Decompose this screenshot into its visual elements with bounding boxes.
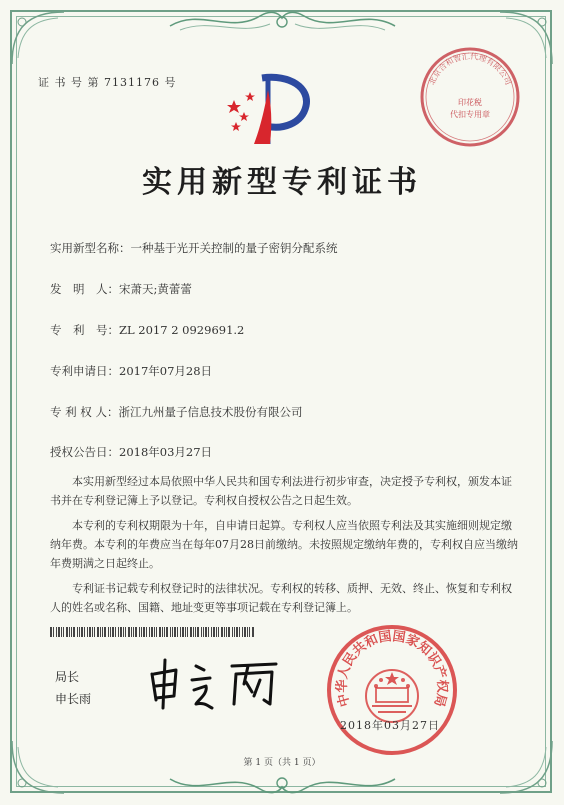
national-ip-administration-seal [326,624,458,756]
barcode-bar [197,627,199,637]
barcode-bar [81,627,83,637]
barcode-bar [234,627,235,637]
barcode-bar [61,627,62,637]
top-ornament [160,4,405,38]
barcode-bar [71,627,72,637]
director-name: 申长雨 [55,692,92,706]
barcode-bar [182,627,184,637]
field-label: 专 利 权 人： [50,405,119,419]
barcode-bar [63,627,64,637]
barcode-bar [244,627,246,637]
seal-ring-text: 中华人民共和国国家知识产权局 [334,629,450,709]
barcode-bar [69,627,70,637]
barcode-bar [115,627,116,637]
barcode-bar [185,627,186,637]
field-grant-date [50,444,212,460]
barcode-bar [242,627,243,637]
certificate-body [50,472,520,623]
barcode-bar [143,627,145,637]
barcode-bar [89,627,91,637]
field-label: 授权公告日： [50,445,119,459]
barcode-bar [139,627,140,637]
tax-stamp [418,45,522,149]
paragraph-records: 专利证书记载专利权登记时的法律状况。专利权的转移、质押、无效、终止、恢复和专利权人的姓名或名称、国籍、地址变更等事项记载在专利登记簿上。 [50,582,512,614]
field-patentee [50,404,302,420]
field-label: 发 明 人： [50,282,119,296]
barcode-bar [125,627,126,637]
cert-no-value: 7131176 [104,76,160,89]
field-utility-model-name [50,240,338,256]
barcode-bar [50,627,52,637]
barcode-bar [118,627,119,637]
paragraph-grant: 本实用新型经过本局依照中华人民共和国专利法进行初步审查，决定授予专利权，颁发本证书并在专利登记簿上予以登记。专利权自授权公告之日起生效。 [50,475,512,507]
barcode-bar [56,627,57,637]
barcode-bar [156,627,157,637]
barcode-bar [216,627,217,637]
barcode-bar [53,627,54,637]
barcode-bar [128,627,130,637]
barcode-bar [120,627,122,637]
field-value: 一种基于光开关控制的量子密钥分配系统 [130,241,338,255]
tax-stamp-line2: 代扣专用章 [450,110,490,119]
barcode-bar [221,627,223,637]
barcode-bar [236,627,238,637]
field-patent-number [50,322,244,338]
tax-stamp-line1: 印花税 [458,98,482,107]
barcode-bar [87,627,88,637]
barcode-bar [190,627,192,637]
barcode-bar [228,627,230,637]
barcode-bar [226,627,227,637]
director-title: 局长 [55,670,80,684]
barcode-bar [123,627,124,637]
barcode-bar [218,627,219,637]
barcode-bar [77,627,78,637]
field-inventor [50,281,192,297]
barcode-bar [84,627,85,637]
barcode-bar [180,627,181,637]
barcode-bar [141,627,142,637]
barcode-bar [252,627,254,637]
barcode-bar [162,627,163,637]
barcode-bar [112,627,114,637]
barcode-bar [133,627,134,637]
cert-no-label: 证 书 号 第 [38,76,100,89]
barcode-bar [187,627,188,637]
svg-text:北京合和智汇代理有限公司 [426,51,513,86]
barcode-bar [131,627,132,637]
barcode-bar [232,627,233,637]
barcode-bar [164,627,165,637]
certificate-number [38,74,177,90]
page-number: 第 1 页（共 1 页） [243,758,321,768]
barcode-bar [205,627,207,637]
barcode-bar [224,627,225,637]
field-value: 宋萧天;黄蕾蕾 [119,282,192,296]
barcode-bar [193,627,194,637]
barcode-bar [110,627,111,637]
barcode-bar [166,627,168,637]
barcode-bar [97,627,99,637]
barcode [50,627,255,637]
barcode-bar [58,627,60,637]
barcode-bar [94,627,95,637]
barcode-bar [211,627,212,637]
barcode-bar [149,627,150,637]
barcode-bar [213,627,215,637]
field-filing-date [50,363,212,379]
field-label: 实用新型名称： [50,241,131,255]
field-label: 专利申请日： [50,364,119,378]
barcode-bar [92,627,93,637]
barcode-bar [108,627,109,637]
barcode-bar [201,627,202,637]
barcode-bar [151,627,153,637]
field-value: 2017年07月28日 [119,364,213,378]
barcode-bar [249,627,250,637]
barcode-bar [73,627,75,637]
tax-stamp-ring-text: 北京合和智汇代理有限公司 [427,51,513,87]
barcode-bar [154,627,155,637]
patent-office-logo [224,72,314,152]
barcode-bar [135,627,137,637]
barcode-bar [104,627,106,637]
field-value: 2018年03月27日 [119,445,213,459]
barcode-bar [247,627,248,637]
certificate-title: 实用新型专利证书 [142,165,422,200]
cert-no-suffix: 号 [164,76,177,89]
barcode-bar [208,627,209,637]
bottom-ornament [160,767,405,801]
barcode-bar [146,627,147,637]
barcode-bar [203,627,204,637]
barcode-bar [100,627,101,637]
director-signature [148,656,283,711]
barcode-bar [177,627,178,637]
field-value: ZL 2017 2 0929691.2 [119,323,245,337]
barcode-bar [79,627,80,637]
barcode-bar [195,627,196,637]
barcode-bar [66,627,68,637]
field-value: 浙江九州量子信息技术股份有限公司 [118,405,303,419]
barcode-bar [170,627,171,637]
barcode-bar [174,627,176,637]
seal-date: 2018年03月27日 [340,719,440,732]
barcode-bar [172,627,173,637]
barcode-bar [102,627,103,637]
field-label: 专 利 号： [50,323,119,337]
barcode-bar [159,627,161,637]
corner-ornament-top-left [8,8,68,68]
paragraph-term: 本专利的专利权期限为十年，自申请日起算。专利权人应当依照专利法及其实施细则规定缴纳年费。本专利的年费应当在每年07月28日前缴纳。未按照规定缴纳年费的，专利权自应当缴纳年费期满之日起终止。 [50,519,518,570]
barcode-bar [239,627,240,637]
